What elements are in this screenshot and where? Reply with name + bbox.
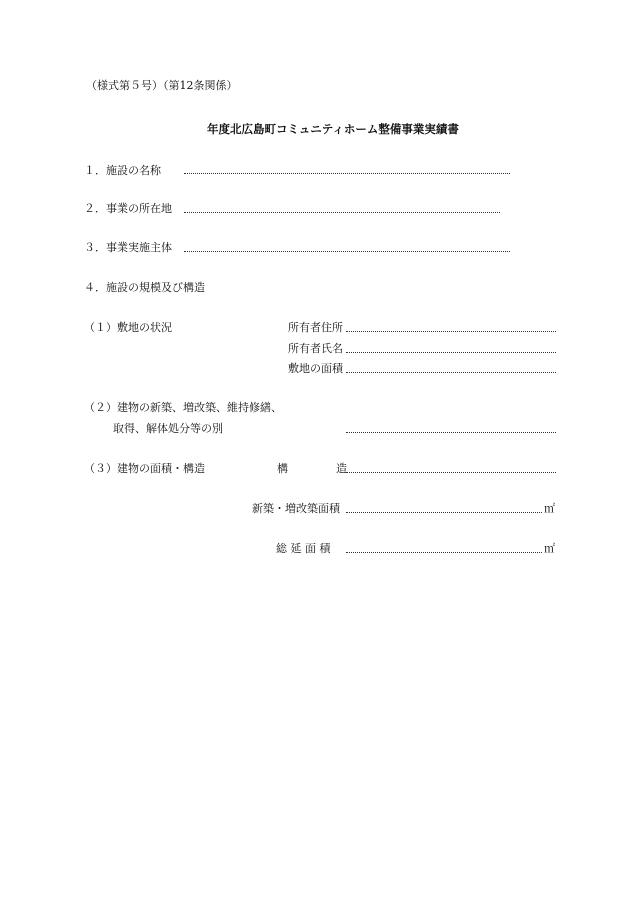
- structure-field[interactable]: [346, 472, 556, 473]
- building-type-field[interactable]: [346, 432, 556, 433]
- new-area-unit: ㎡: [544, 502, 555, 515]
- item-location-label: ２．事業の所在地: [84, 202, 172, 215]
- building-type-label-line2: 取得、解体処分等の別: [113, 422, 223, 435]
- owner-address-label: 所有者住所: [288, 321, 343, 334]
- total-area-unit: ㎡: [544, 542, 555, 555]
- site-status-label: （１）敷地の状況: [84, 321, 172, 334]
- item-implementer-label: ３．事業実施主体: [84, 241, 172, 254]
- total-area-field[interactable]: [346, 552, 542, 553]
- new-area-label: 新築・増改築面積: [252, 502, 340, 515]
- owner-address-field[interactable]: [346, 331, 556, 332]
- structure-label-char1: 構: [277, 462, 288, 475]
- building-area-label: （３）建物の面積・構造: [84, 462, 205, 475]
- implementer-field[interactable]: [184, 251, 510, 252]
- document-title: 年度北広島町コミュニティホーム整備事業実績書: [207, 122, 459, 136]
- owner-name-field[interactable]: [346, 352, 556, 353]
- item-facility-name-label: １．施設の名称: [84, 164, 161, 177]
- owner-name-label: 所有者氏名: [288, 342, 343, 355]
- new-area-field[interactable]: [346, 512, 542, 513]
- form-header: （様式第５号）（第12条関係）: [86, 79, 238, 92]
- facility-name-field[interactable]: [184, 173, 510, 174]
- site-area-field[interactable]: [346, 372, 556, 373]
- item-scale-structure-label: ４．施設の規模及び構造: [84, 281, 205, 294]
- building-type-label-line1: （２）建物の新築、増改築、維持修繕、: [84, 401, 282, 414]
- structure-label-char2: 造: [336, 462, 347, 475]
- total-area-label: 総 延 面 積: [276, 542, 331, 555]
- site-area-label: 敷地の面積: [288, 362, 343, 375]
- location-field[interactable]: [184, 212, 500, 213]
